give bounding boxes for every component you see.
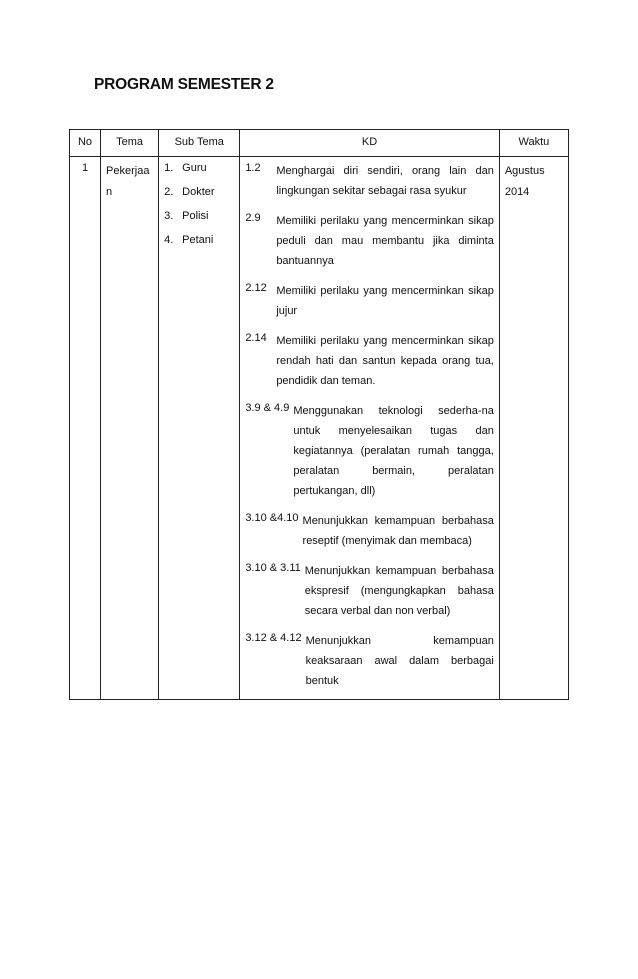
list-item — [164, 233, 234, 257]
list-item — [164, 161, 234, 185]
kd-number: 3.9 & 4.9 — [245, 402, 290, 414]
kd-number: 2.12 — [245, 282, 267, 294]
header-kd: KD — [240, 130, 500, 157]
sub-tema-num: 1. — [164, 162, 174, 174]
kd-item — [245, 331, 494, 391]
kd-item — [245, 281, 494, 321]
kd-number: 1.2 — [245, 162, 261, 174]
cell-sub-tema — [159, 157, 240, 700]
kd-item — [245, 561, 494, 621]
kd-text: Menunjukkan kemampuan berbahasa reseptif (menyimak dan membaca) — [302, 515, 494, 547]
kd-text: Menghargai diri sendiri, orang lain dan lingkungan sekitar sebagai rasa syukur — [276, 165, 494, 197]
kd-item — [245, 631, 494, 691]
cell-no — [70, 157, 101, 700]
cell-tema — [101, 157, 159, 700]
kd-text: Menunjukkan kemampuan berbahasa ekspresif (mengungkapkan bahasa secara verbal dan non verbal) — [304, 565, 494, 617]
kd-text: Memiliki perilaku yang mencerminkan sikap peduli dan mau membantu jika diminta bantuannya — [276, 215, 494, 267]
sub-tema-label: Polisi — [182, 210, 209, 222]
kd-number: 3.12 & 4.12 — [245, 632, 302, 644]
cell-waktu — [499, 157, 568, 700]
kd-item — [245, 401, 494, 501]
sub-tema-list — [164, 161, 234, 257]
list-item — [164, 185, 234, 209]
table-header-row — [70, 130, 569, 157]
sub-tema-num: 3. — [164, 210, 174, 222]
sub-tema-num: 4. — [164, 234, 174, 246]
kd-text: Menunjukkan kemampuan keaksaraan awal dalam berbagai bentuk — [305, 635, 494, 687]
list-item — [164, 209, 234, 233]
page-title: PROGRAM SEMESTER 2 — [94, 76, 274, 93]
program-table — [69, 129, 569, 700]
kd-number: 2.14 — [245, 332, 267, 344]
kd-item — [245, 211, 494, 271]
waktu-text: Agustus 2014 — [504, 165, 545, 198]
sub-tema-label: Dokter — [182, 186, 215, 198]
header-tema: Tema — [101, 130, 159, 157]
kd-number: 3.10 &4.10 — [245, 512, 299, 524]
header-waktu: Waktu — [499, 130, 568, 157]
cell-kd — [240, 157, 500, 700]
tema-text: Pekerjaan — [106, 165, 150, 198]
sub-tema-label: Guru — [182, 162, 207, 174]
kd-item — [245, 161, 494, 201]
kd-text: Memiliki perilaku yang mencerminkan sikap jujur — [276, 285, 494, 317]
header-sub-tema: Sub Tema — [159, 130, 240, 157]
kd-number: 2.9 — [245, 212, 261, 224]
kd-number: 3.10 & 3.11 — [245, 562, 301, 574]
kd-text: Memiliki perilaku yang mencerminkan sikap rendah hati dan santun kepada orang tua, pendidik dan teman. — [276, 335, 494, 387]
header-no: No — [70, 130, 101, 157]
row-number: 1 — [81, 162, 89, 174]
sub-tema-num: 2. — [164, 186, 174, 198]
kd-text: Menggunakan teknologi sederha-na untuk menyelesaikan tugas dan kegiatannya (peralatan rumah tangga, peralatan bermain, peralatan pertukangan, dll) — [293, 405, 494, 497]
kd-item — [245, 511, 494, 551]
table-row — [70, 157, 569, 700]
sub-tema-label: Petani — [182, 234, 214, 246]
